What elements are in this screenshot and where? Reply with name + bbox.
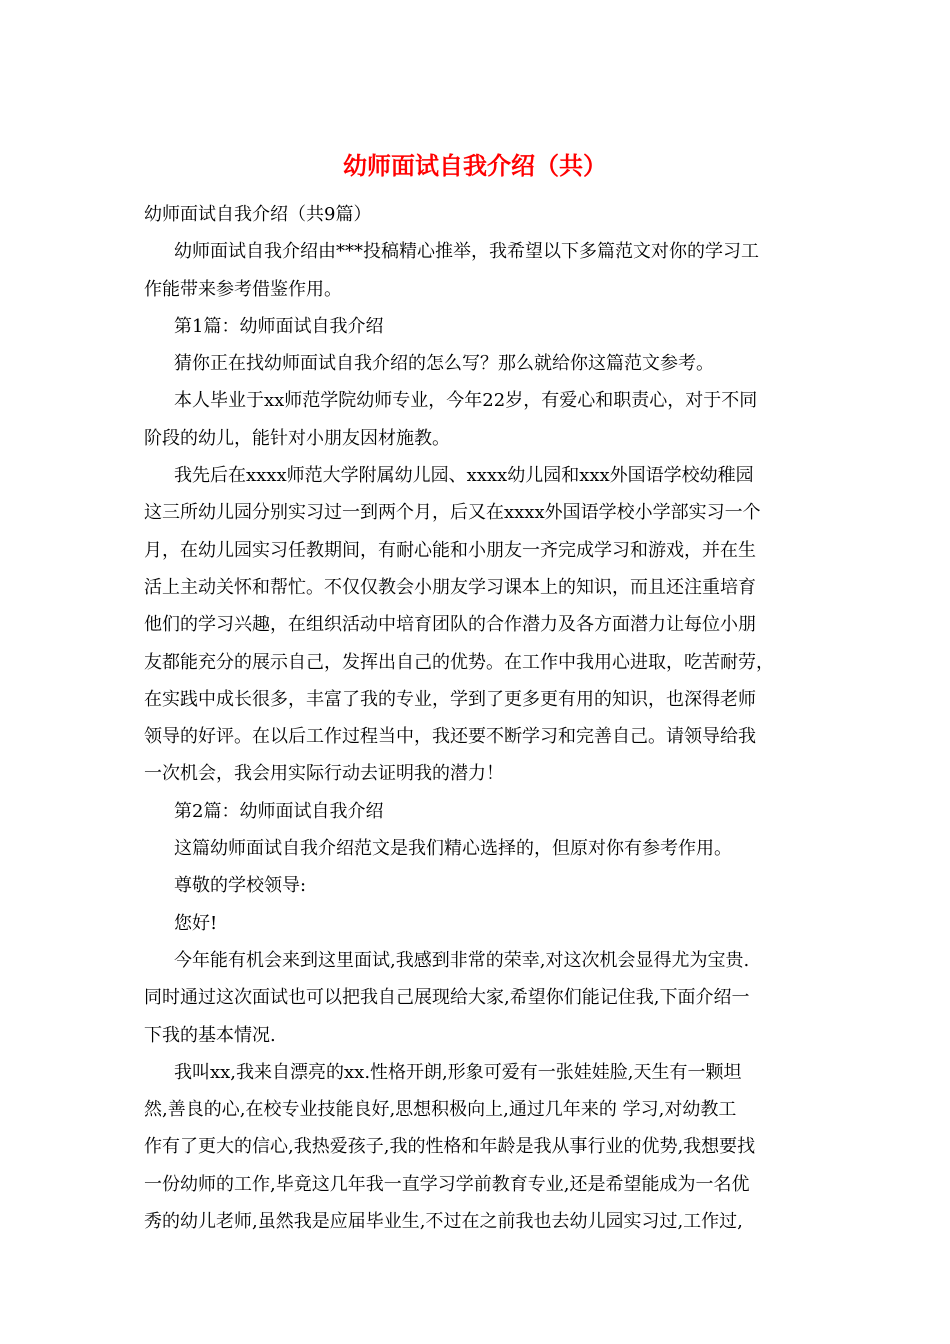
text-line: 然,善良的心,在校专业技能良好,思想积极向上,通过几年来的 学习,对幼教工: [144, 1099, 737, 1121]
text-line: 在实践中成长很多，丰富了我的专业，学到了更多更有用的知识，也深得老师: [144, 688, 756, 710]
text-line: 友都能充分的展示自己，发挥出自己的优势。在工作中我用心进取，吃苦耐劳，: [144, 651, 774, 673]
text-line: 您好!: [174, 912, 218, 934]
document-body: [144, 196, 804, 1240]
text-line: 这篇幼师面试自我介绍范文是我们精心选择的，但原对你有参考作用。: [174, 838, 732, 860]
text-line: 幼师面试自我介绍（共9篇）: [144, 204, 372, 225]
text-line: 月，在幼儿园实习任教期间，有耐心能和小朋友一齐完成学习和游戏，并在生: [144, 539, 756, 561]
text-line: 我叫xx,我来自漂亮的xx.性格开朗,形象可爱有一张娃娃脸,天生有一颗坦: [174, 1061, 742, 1083]
text-line: 作能带来参考借鉴作用。: [144, 278, 342, 300]
text-line: 本人毕业于xx师范学院幼师专业，今年22岁，有爱心和职责心，对于不同: [174, 390, 758, 412]
text-line: 领导的好评。在以后工作过程当中，我还要不断学习和完善自己。请领导给我: [144, 726, 756, 748]
text-line: 第2篇：幼师面试自我介绍: [174, 800, 384, 822]
text-line: 第1篇：幼师面试自我介绍: [174, 315, 384, 337]
text-line: 秀的幼儿老师,虽然我是应届毕业生,不过在之前我也去幼儿园实习过,工作过,: [144, 1211, 743, 1233]
text-line: 活上主动关怀和帮忙。不仅仅教会小朋友学习课本上的知识，而且还注重培育: [144, 576, 756, 598]
text-line: 尊敬的学校领导:: [174, 875, 307, 897]
text-line: 一份幼师的工作,毕竟这几年我一直学习学前教育专业,还是希望能成为一名优: [144, 1173, 750, 1195]
text-line: 我先后在xxxx师范大学附属幼儿园、xxxx幼儿园和xxx外国语学校幼稚园: [174, 465, 754, 487]
text-line: 同时通过这次面试也可以把我自己展现给大家,希望你们能记住我,下面介绍一: [144, 987, 750, 1009]
text-line: 这三所幼儿园分别实习过一到两个月，后又在xxxx外国语学校小学部实习一个: [144, 502, 761, 524]
text-line: 今年能有机会来到这里面试,我感到非常的荣幸,对这次机会显得尤为宝贵.: [174, 949, 750, 971]
text-line: 作有了更大的信心,我热爱孩子,我的性格和年龄是我从事行业的优势,我想要找: [144, 1136, 756, 1158]
text-line: 幼师面试自我介绍由***投稿精心推举，我希望以下多篇范文对你的学习工: [174, 241, 759, 263]
text-line: 一次机会，我会用实际行动去证明我的潜力！: [144, 763, 504, 785]
text-line: 他们的学习兴趣，在组织活动中培育团队的合作潜力及各方面潜力让每位小朋: [144, 614, 756, 636]
text-line: 下我的基本情况.: [144, 1024, 276, 1046]
text-line: 阶段的幼儿，能针对小朋友因材施教。: [144, 427, 450, 449]
text-line: 猜你正在找幼师面试自我介绍的怎么写？那么就给你这篇范文参考。: [174, 353, 714, 375]
document-title: 幼师面试自我介绍（共）: [343, 151, 607, 180]
